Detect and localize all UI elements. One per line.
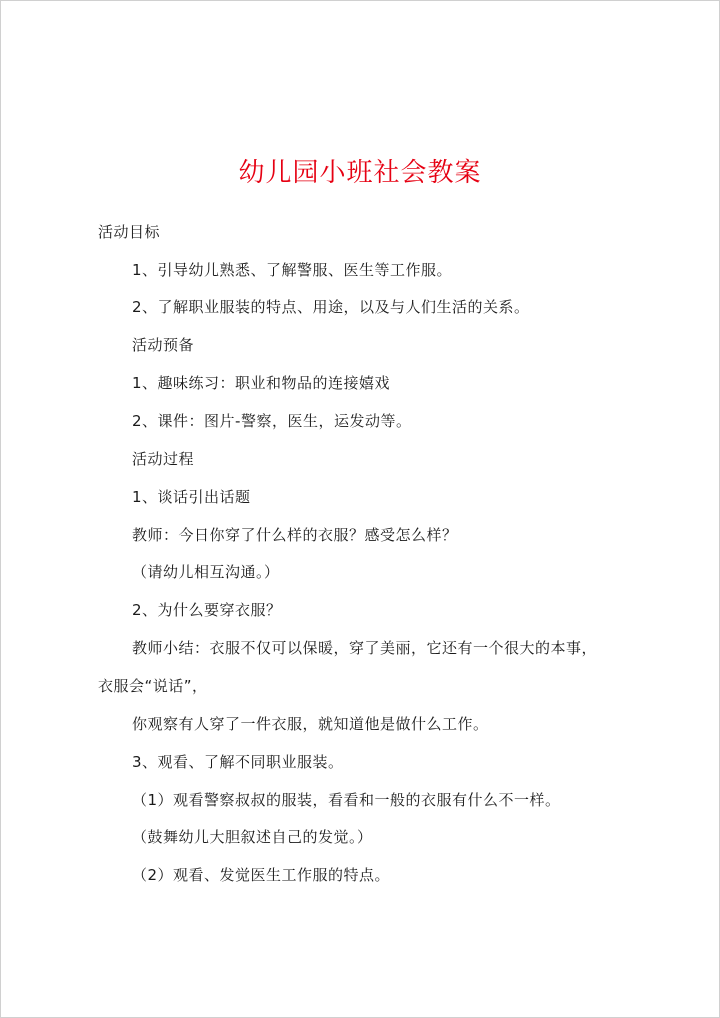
- paragraph-line: 1、趣味练习：职业和物品的连接嬉戏: [132, 374, 391, 392]
- paragraph-line: 你观察有人穿了一件衣服，就知道他是做什么工作。: [132, 715, 489, 733]
- paragraph-line: 2、课件：图片-警察，医生，运发动等。: [132, 412, 412, 430]
- paragraph-line: （请幼儿相互沟通。）: [132, 563, 280, 581]
- section-heading-preparation: 活动预备: [132, 336, 195, 354]
- paragraph-line: 衣服会“说话”，: [98, 677, 208, 695]
- paragraph-line: 2、为什么要穿衣服？: [132, 601, 282, 619]
- paragraph-line: （2）观看、发觉医生工作服的特点。: [132, 866, 391, 884]
- paragraph-line: 1、谈话引出话题: [132, 488, 251, 506]
- section-heading-goals: 活动目标: [98, 223, 161, 241]
- paragraph-line: 教师小结：衣服不仅可以保暖，穿了美丽，它还有一个很大的本事，: [132, 639, 598, 657]
- paragraph-line: （1）观看警察叔叔的服装，看看和一般的衣服有什么不一样。: [132, 791, 561, 809]
- paragraph-line: 3、观看、了解不同职业服装。: [132, 753, 344, 771]
- paragraph-line: （鼓舞幼儿大胆叙述自己的发觉。）: [132, 828, 373, 846]
- document-title: 幼儿园小班社会教案: [238, 158, 482, 188]
- paragraph-line: 教师：今日你穿了什么样的衣服？感受怎么样？: [132, 526, 458, 544]
- paragraph-line: 2、了解职业服装的特点、用途，以及与人们生活的关系。: [132, 298, 530, 316]
- paragraph-line: 1、引导幼儿熟悉、了解警服、医生等工作服。: [132, 261, 453, 279]
- section-heading-process: 活动过程: [132, 450, 195, 468]
